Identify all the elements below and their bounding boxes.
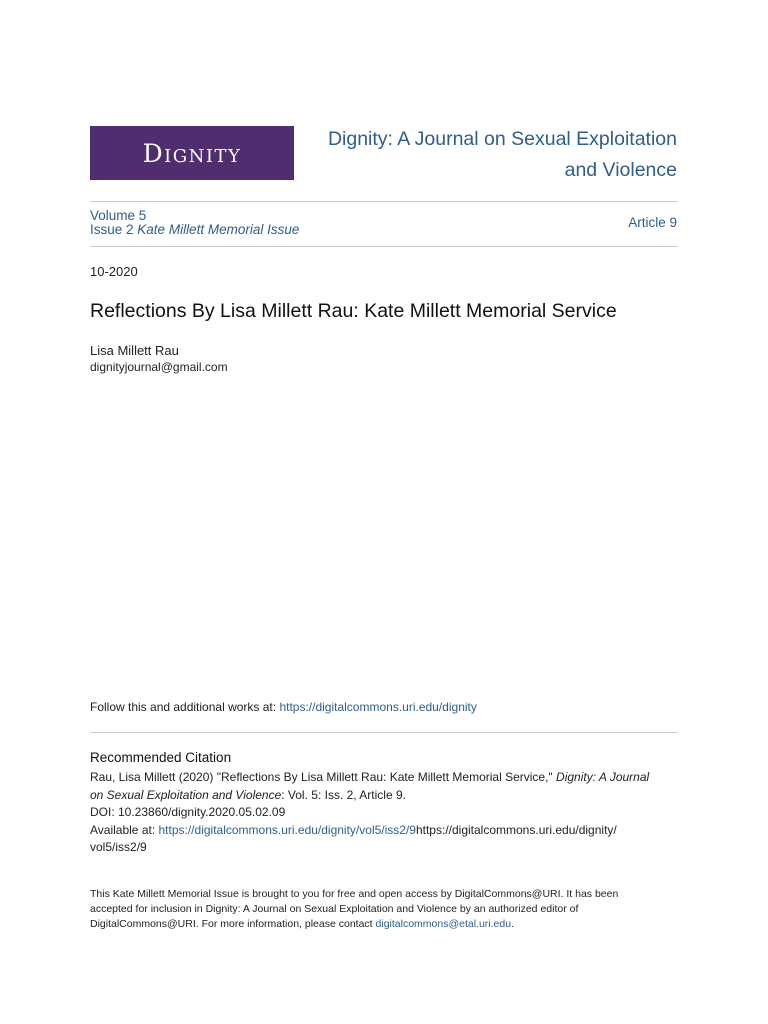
author-email: dignityjournal@gmail.com bbox=[90, 360, 228, 374]
citation-text: Rau, Lisa Millett (2020) "Reflections By Lisa Millett Rau: Kate Millett Memorial Service," bbox=[90, 770, 557, 784]
journal-title-link[interactable] bbox=[297, 124, 677, 186]
citation-available-cont: vol5/iss2/9 bbox=[90, 840, 147, 854]
footer-notice bbox=[90, 887, 680, 931]
footer-line1: This Kate Millett Memorial Issue is brought to you for free and open access by DigitalCommons@URI. It has been bbox=[90, 888, 619, 900]
footer-line3 bbox=[90, 917, 680, 932]
citation-doi: DOI: 10.23860/dignity.2020.05.02.09 bbox=[90, 805, 286, 819]
citation-heading: Recommended Citation bbox=[90, 750, 232, 765]
journal-title-line2: and Violence bbox=[564, 159, 677, 181]
issue-number: Issue 2 bbox=[90, 222, 134, 237]
citation-journal-italic-cont: on Sexual Exploitation and Violence bbox=[90, 787, 282, 802]
volume-link[interactable]: Volume 5 bbox=[90, 208, 147, 223]
citation-available bbox=[90, 822, 680, 840]
issue-info bbox=[90, 209, 299, 237]
citation-journal-italic: Dignity: A Journal bbox=[556, 770, 650, 784]
available-plain: https://digitalcommons.uri.edu/dignity/ bbox=[415, 822, 617, 837]
citation-block bbox=[90, 769, 680, 857]
issue-link[interactable] bbox=[90, 223, 299, 237]
footer-contact-text: DigitalCommons@URI. For more information, please contact bbox=[90, 917, 376, 930]
follow-line bbox=[90, 700, 477, 714]
citation-volume: : Vol. 5: Iss. 2, Article 9. bbox=[281, 787, 406, 802]
footer-line2: accepted for inclusion in Dignity: A Journal on Sexual Exploitation and Violence by an authorized editor of bbox=[90, 902, 579, 915]
follow-link[interactable]: https://digitalcommons.uri.edu/dignity bbox=[279, 700, 477, 714]
article-title: Reflections By Lisa Millett Rau: Kate Millett Memorial Service bbox=[90, 300, 617, 322]
publication-date: 10-2020 bbox=[90, 264, 138, 279]
citation-line1 bbox=[90, 769, 680, 787]
author-name: Lisa Millett Rau bbox=[90, 343, 179, 358]
journal-logo[interactable] bbox=[90, 126, 294, 180]
divider-middle bbox=[90, 246, 678, 247]
divider-bottom bbox=[90, 732, 678, 733]
logo-text: Dignity bbox=[142, 138, 242, 168]
follow-text: Follow this and additional works at: bbox=[90, 700, 280, 714]
journal-title-line1: Dignity: A Journal on Sexual Exploitation bbox=[327, 128, 677, 150]
article-link[interactable]: Article 9 bbox=[628, 215, 677, 230]
available-link[interactable]: https://digitalcommons.uri.edu/dignity/vol5/iss2/9 bbox=[158, 822, 416, 837]
citation-line2 bbox=[90, 787, 680, 805]
issue-name: Kate Millett Memorial Issue bbox=[137, 222, 300, 237]
available-label: Available at: bbox=[90, 822, 159, 837]
divider-top bbox=[90, 201, 678, 202]
footer-period: . bbox=[511, 917, 514, 930]
contact-email-link[interactable]: digitalcommons@etal.uri.edu bbox=[375, 917, 512, 930]
